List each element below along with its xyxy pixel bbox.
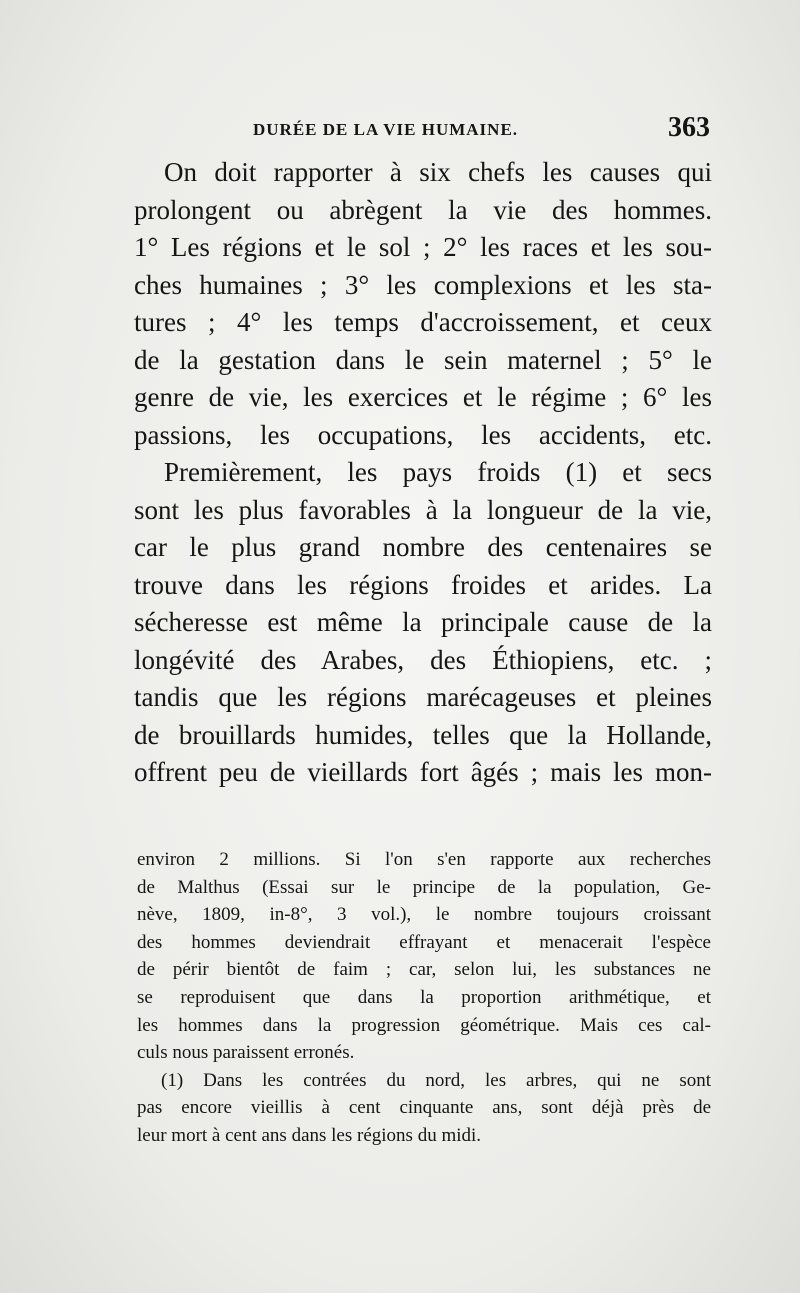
body-text xyxy=(134,154,712,792)
body-line: offrent peu de vieillards fort âgés ; mais les mon- xyxy=(134,757,712,787)
body-line: genre de vie, les exercices et le régime ; 6° les xyxy=(134,382,712,412)
footnote-line: environ 2 millions. Si l'on s'en rapporte aux recherches xyxy=(137,849,711,870)
footnote-line: des hommes deviendrait effrayant et menacerait l'espèce xyxy=(137,931,711,953)
body-line: prolongent ou abrègent la vie des hommes. xyxy=(134,194,712,225)
running-head-title: DURÉE DE LA VIE HUMAINE. xyxy=(253,120,519,139)
body-line: de brouillards humides, telles que la Hollande, xyxy=(134,719,712,750)
body-line: longévité des Arabes, des Éthiopiens, etc. ; xyxy=(134,644,712,675)
footnote-line: se reproduisent que dans la proportion arithmétique, et xyxy=(137,986,711,1008)
body-line: 1° Les régions et le sol ; 2° les races et les sou- xyxy=(134,232,712,262)
footnote-line: leur mort à cent ans dans les régions du midi. xyxy=(137,1124,482,1146)
footnote-line: pas encore vieillis à cent cinquante ans, sont déjà près de xyxy=(137,1097,711,1119)
body-line: passions, les occupations, les accidents, etc. xyxy=(134,419,712,450)
body-line: On doit rapporter à six chefs les causes qui xyxy=(164,157,712,187)
running-head xyxy=(135,112,710,152)
footnote-line: culs nous paraissent erronés. xyxy=(137,1042,355,1064)
body-line: ches humaines ; 3° les complexions et les sta- xyxy=(134,269,712,300)
footnotes xyxy=(137,846,711,1150)
body-line: car le plus grand nombre des centenaires se xyxy=(134,532,712,562)
footnote-line: (1) Dans les contrées du nord, les arbres, qui ne sont xyxy=(161,1069,711,1091)
footnote-line: de périr bientôt de faim ; car, selon lui, les substances ne xyxy=(137,959,711,981)
body-line: tures ; 4° les temps d'accroissement, et ceux xyxy=(134,307,712,337)
body-line: de la gestation dans le sein maternel ; 5° le xyxy=(134,344,712,375)
footnote-line: nève, 1809, in-8°, 3 vol.), le nombre toujours croissant xyxy=(137,904,711,926)
body-line: Premièrement, les pays froids (1) et secs xyxy=(164,457,712,487)
footnote-line: de Malthus (Essai sur le principe de la population, Ge- xyxy=(137,876,711,898)
body-line: sont les plus favorables à la longueur de la vie, xyxy=(134,494,712,525)
page-number: 363 xyxy=(668,112,710,143)
footnote-line: les hommes dans la progression géométrique. Mais ces cal- xyxy=(137,1014,711,1036)
body-line: trouve dans les régions froides et arides. La xyxy=(134,569,712,600)
body-line: tandis que les régions marécageuses et pleines xyxy=(134,682,712,712)
body-line: sécheresse est même la principale cause de la xyxy=(134,607,712,637)
